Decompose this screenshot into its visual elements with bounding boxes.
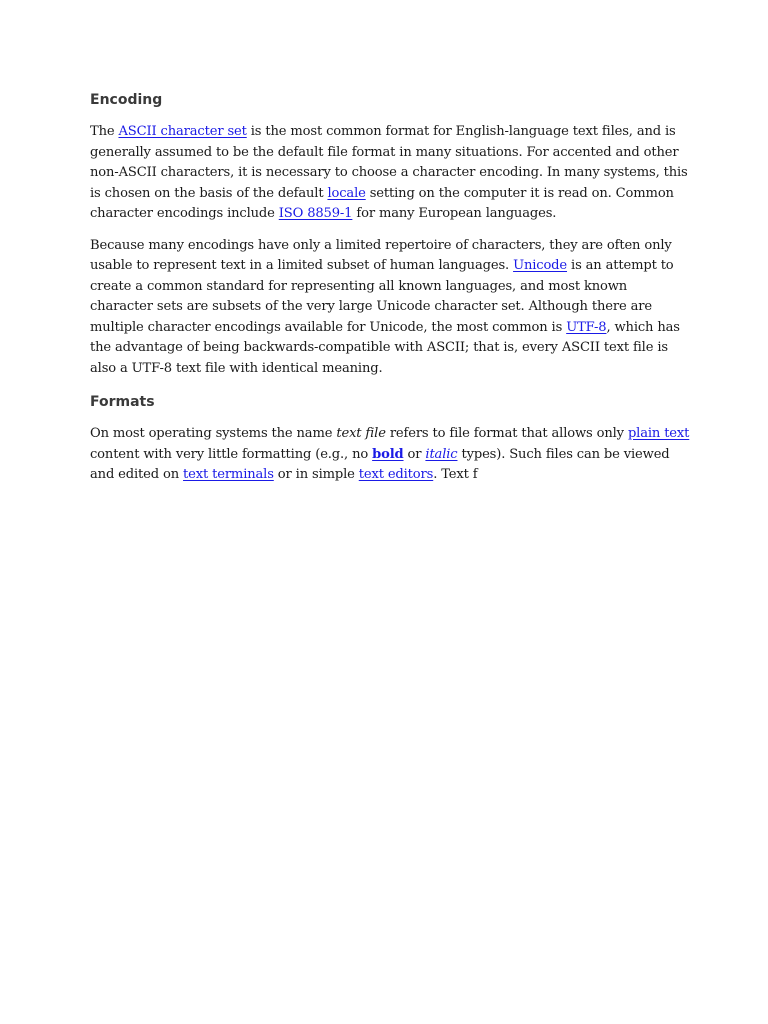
text-run: On most operating systems the name [90,426,337,441]
text-run: is an attempt to create a common standard for representing all known languages, and most known character sets are subsets of the very large Unicode character set. Although there are multiple character encodings available for Unicode, the most common is [90,258,674,335]
text-run: or in simple [273,467,359,482]
text-terminals-link[interactable]: text terminals [183,467,274,482]
section-heading-formats: Formats [90,394,155,410]
ascii-character-set-link[interactable]: ASCII character set [118,124,247,139]
text-run: types). Such files can be viewed and edited on [90,446,670,482]
text-run: The [90,124,119,139]
unicode-link[interactable]: Unicode [513,258,568,273]
section-heading-encoding: Encoding [90,92,163,108]
document-page [90,88,690,497]
text-run: Because many encodings have only a limited repertoire of characters, they are often only usable to represent text in a limited subset of human languages. [90,237,672,273]
locale-link[interactable]: locale [327,185,366,201]
iso-8859-1-link[interactable]: ISO 8859-1 [278,206,353,221]
italic-link[interactable]: italic [425,446,458,462]
text-run: for many European languages. [352,206,557,221]
text-run: . Text f [433,467,478,482]
text-editors-link[interactable]: text editors [358,467,434,482]
encoding-paragraph-1 [90,122,690,225]
text-run: content with very little formatting (e.g., no [90,446,373,462]
text-run: refers to file format that allows only [385,426,628,441]
text-run: is the most common format for English-language text files, and is generally assumed to be the default file format in many situations. For accented and other non-ASCII characters, it is necessary to choose a character encoding. In many systems, this is chosen on the basis of the default [90,124,688,201]
encoding-paragraph-2 [90,236,690,380]
bold-link[interactable]: bold [372,446,404,462]
utf-8-link[interactable]: UTF-8 [566,319,607,335]
text-file-emphasis: text file [336,426,386,441]
text-run: , which has the advantage of being backwards-compatible with ASCII; that is, every ASCII text file is also a UTF-8 text file with identical meaning. [90,319,680,376]
text-run: or [403,446,426,462]
text-run: setting on the computer it is read on. Common character encodings include [90,185,674,221]
formats-paragraph-1 [90,424,690,486]
plain-text-link[interactable]: plain text [627,426,690,441]
